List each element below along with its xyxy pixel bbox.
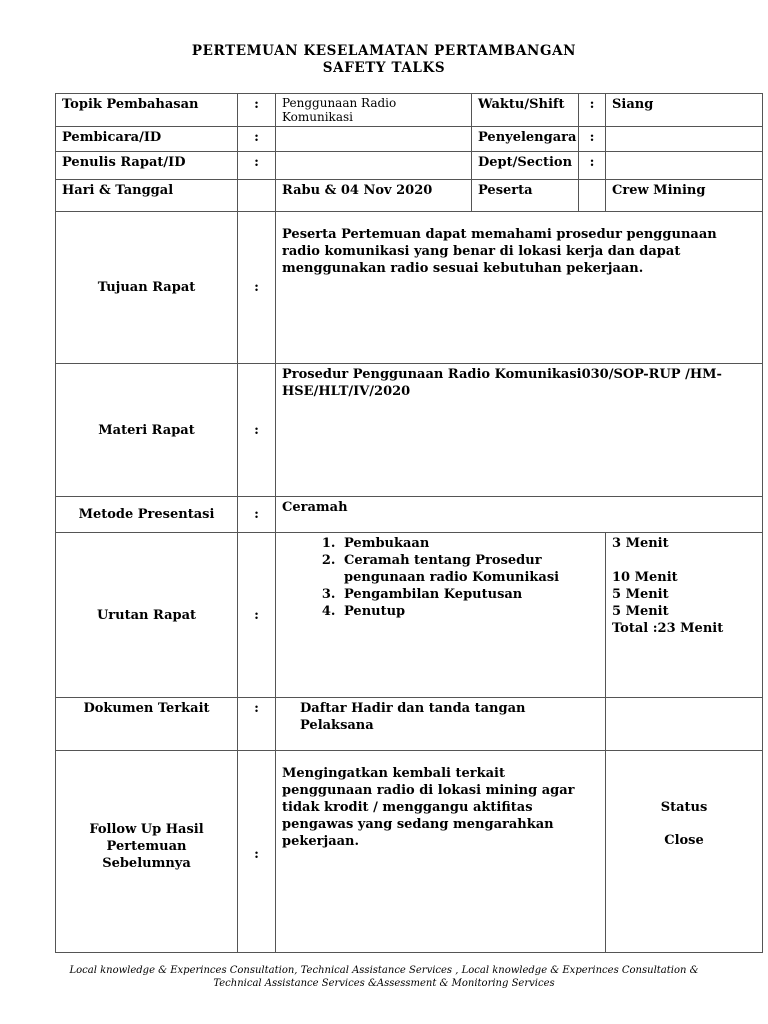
label-followup-line1: Follow Up Hasil	[89, 822, 204, 837]
duration: 10 Menit	[612, 570, 678, 585]
empty-cell	[606, 698, 763, 751]
value-topik: Penggunaan Radio Komunikasi	[276, 94, 472, 127]
label-urutan: Urutan Rapat	[56, 533, 238, 698]
colon: :	[238, 127, 276, 152]
duration-total: Total :23 Menit	[612, 621, 724, 636]
value-materi: Prosedur Penggunaan Radio Komunikasi030/SOP-RUP /HM-HSE/HLT/IV/2020	[276, 364, 763, 497]
colon: :	[238, 698, 276, 751]
value-followup: Mengingatkan kembali terkait penggunaan radio di lokasi mining agar tidak krodit / menggangu aktifitas pengawas yang sedang mengarahkan pekerjaan.	[276, 751, 606, 953]
label-waktu-shift: Waktu/Shift	[472, 94, 579, 127]
document-subtitle: SAFETY TALKS	[322, 60, 446, 76]
label-hari-tanggal: Hari & Tanggal	[56, 180, 238, 212]
colon: :	[238, 94, 276, 127]
label-topik: Topik Pembahasan	[56, 94, 238, 127]
row-metode	[56, 497, 763, 533]
label-followup	[56, 751, 238, 953]
label-dept-section: Dept/Section	[472, 152, 579, 180]
agenda-item: 3. Pengambilan Keputusan	[340, 586, 599, 603]
duration-cell	[606, 533, 763, 698]
row-topik	[56, 94, 763, 127]
duration: 5 Menit	[612, 587, 669, 602]
colon: :	[238, 212, 276, 364]
colon: :	[238, 497, 276, 533]
colon: :	[238, 152, 276, 180]
label-dokumen: Dokumen Terkait	[56, 698, 238, 751]
label-metode: Metode Presentasi	[56, 497, 238, 533]
agenda-item: 2. Ceramah tentang Prosedur pengunaan radio Komunikasi	[340, 552, 599, 586]
row-penulis	[56, 152, 763, 180]
label-penyelengara: Penyelengara	[472, 127, 579, 152]
row-dokumen	[56, 698, 763, 751]
safety-talk-form	[55, 93, 763, 953]
row-tujuan	[56, 212, 763, 364]
label-followup-line2: Pertemuan Sebelumnya	[102, 839, 191, 871]
spacer	[612, 816, 756, 832]
value-hari-tanggal: Rabu & 04 Nov 2020	[276, 180, 472, 212]
agenda-item: 1. Pembukaan	[340, 535, 599, 552]
label-tujuan: Tujuan Rapat	[56, 212, 238, 364]
value-dept-section	[606, 152, 763, 180]
colon: :	[238, 364, 276, 497]
duration: 5 Menit	[612, 604, 669, 619]
value-pembicara	[276, 127, 472, 152]
footer-line2: Technical Assistance Services &Assessment & Monitoring Services	[213, 978, 555, 989]
label-materi: Materi Rapat	[56, 364, 238, 497]
status-cell	[606, 751, 763, 953]
spacer	[612, 552, 756, 569]
colon: :	[238, 533, 276, 698]
agenda-cell	[276, 533, 606, 698]
row-materi	[56, 364, 763, 497]
value-penulis	[276, 152, 472, 180]
colon: :	[579, 152, 606, 180]
status-label: Status	[660, 800, 708, 815]
document-title: PERTEMUAN KESELAMATAN PERTAMBANGAN	[191, 43, 577, 59]
value-waktu-shift: Siang	[606, 94, 763, 127]
duration: 3 Menit	[612, 536, 669, 551]
row-pembicara	[56, 127, 763, 152]
colon-empty	[238, 180, 276, 212]
value-peserta: Crew Mining	[606, 180, 763, 212]
colon-empty	[579, 180, 606, 212]
label-pembicara: Pembicara/ID	[56, 127, 238, 152]
row-followup	[56, 751, 763, 953]
colon: :	[579, 94, 606, 127]
row-hari-tanggal	[56, 180, 763, 212]
row-urutan	[56, 533, 763, 698]
agenda-list	[282, 535, 599, 620]
label-penulis: Penulis Rapat/ID	[56, 152, 238, 180]
value-tujuan: Peserta Pertemuan dapat memahami prosedur penggunaan radio komunikasi yang benar di lokasi kerja dan dapat menggunakan radio sesuai kebutuhan pekerjaan.	[276, 212, 763, 364]
value-dokumen: Daftar Hadir dan tanda tangan Pelaksana	[276, 698, 606, 751]
label-peserta: Peserta	[472, 180, 579, 212]
page-footer	[0, 964, 768, 990]
value-metode: Ceramah	[276, 497, 763, 533]
value-penyelengara	[606, 127, 763, 152]
agenda-item: 4. Penutup	[340, 603, 599, 620]
footer-line1: Local knowledge & Experinces Consultation, Technical Assistance Services , Local knowledge & Experinces Consultation &	[69, 965, 699, 976]
colon: :	[579, 127, 606, 152]
status-value: Close	[664, 833, 704, 848]
colon: :	[238, 751, 276, 953]
